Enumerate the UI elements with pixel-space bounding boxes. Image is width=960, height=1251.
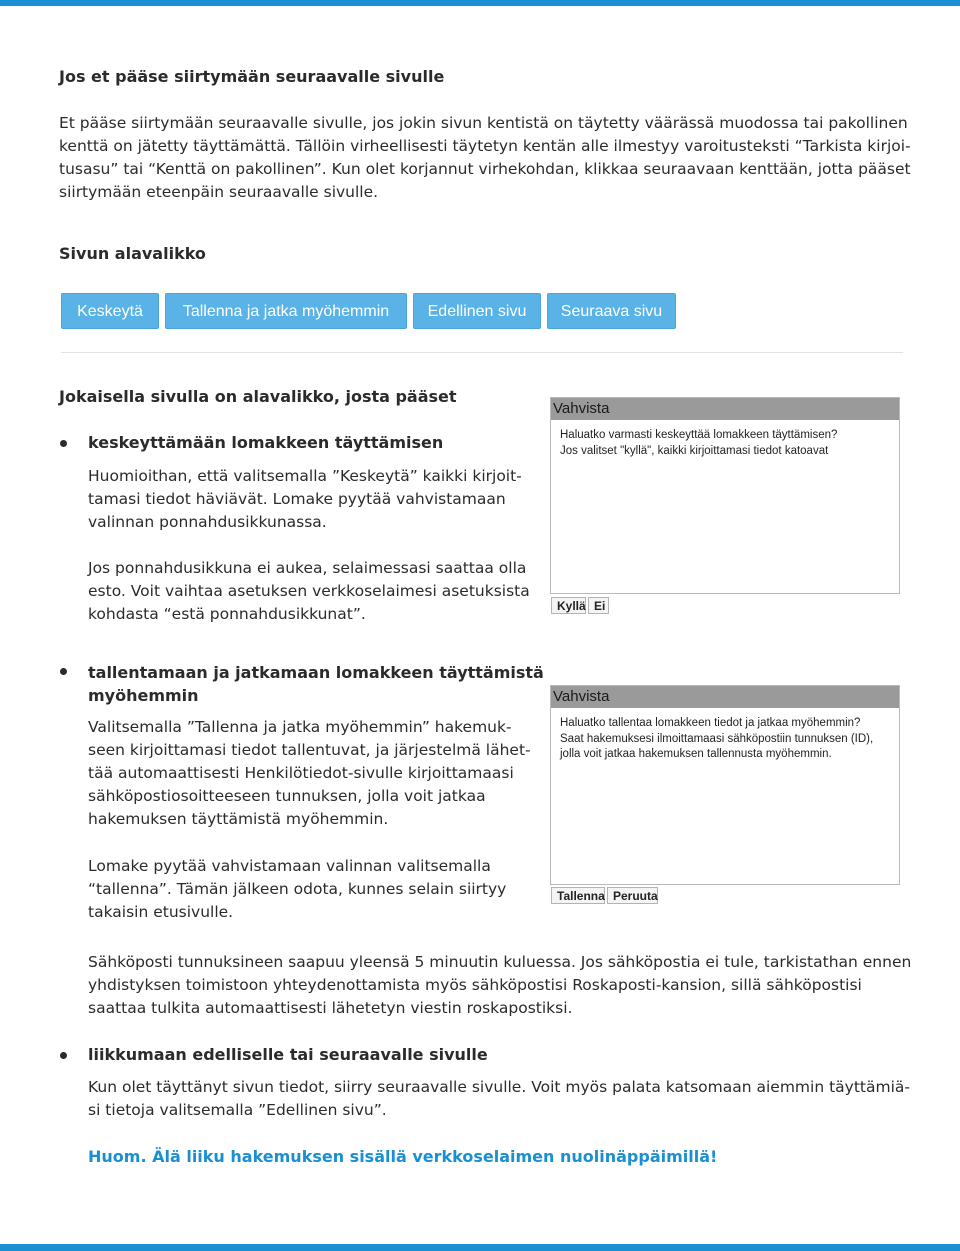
divider: [61, 352, 903, 353]
save-description: Valitsemalla ”Tallenna ja jatka myöhemmin” hakemuk- seen kirjoittamasi tiedot tallentuvat, ja järjestelmä lähet- tää automaattisesti Henkilötiedot-sivulle kirjoittamaasi sähköpostiosoitteeseen tunnuksen, jolla voit jatkaa hakemuksen täyttämistä myöhemmin.: [88, 718, 531, 828]
confirm-save-dialog: [550, 685, 900, 885]
navigation-error-paragraph: Et pääse siirtymään seuraavalle sivulle, jos jokin sivun kentistä on täytetty väärässä muodossa tai pakollinen kenttä on jätetty täyttämättä. Tällöin virheellisesti täytetyn kentän alle ilmestyy varoitusteksti “Tarkista kirjoi- tusasu” tai “Kenttä on pakollinen”. Kun olet korjannut virhekohdan, klikkaa seuraavaan kenttään, jotta pääset siirtymään eteenpäin seuraavalle sivulle.: [59, 114, 911, 201]
top-accent-bar: [0, 0, 960, 6]
dialog-no-button[interactable]: Ei: [588, 597, 609, 614]
navigate-description: Kun olet täyttänyt sivun tiedot, siirry seuraavalle sivulle. Voit myös palata katsomaan aiemmin täyttämiä- si tietoja valitsemalla ”Edellinen sivu”.: [88, 1078, 910, 1119]
email-info-paragraph: Sähköposti tunnuksineen saapuu yleensä 5 minuutin kuluessa. Jos sähköpostia ei tule, tarkistathan ennen yhdistyksen toimistoon yhteydenottamista myös sähköpostisi Roskaposti-kansion, sillä sähköpostisi saattaa tulkita automaattisesti lähetetyn viestin roskapostiksi.: [88, 953, 912, 1017]
confirm-cancel-dialog: [550, 397, 900, 594]
save-and-continue-later-button[interactable]: Tallenna ja jatka myöhemmin: [165, 293, 407, 329]
cancel-description: Huomioithan, että valitsemalla ”Keskeytä” kaikki kirjoit- tamasi tiedot häviävät. Lomake pyytää vahvistamaan valinnan ponnahdusikkunassa.: [88, 467, 522, 531]
bullet-icon: [60, 1052, 67, 1059]
bullet-icon: [60, 440, 67, 447]
section-heading-menu-options: Jokaisella sivulla on alavalikko, josta pääset: [59, 387, 457, 406]
dialog-message: Haluatko varmasti keskeyttää lomakkeen täyttämisen? Jos valitset "kyllä", kaikki kirjoittamasi tiedot katoavat: [560, 429, 838, 457]
item-title-navigate: liikkumaan edelliselle tai seuraavalle sivulle: [88, 1045, 488, 1064]
dialog-yes-button[interactable]: Kyllä: [551, 597, 586, 614]
previous-page-button[interactable]: Edellinen sivu: [413, 293, 541, 329]
bottom-accent-bar: [0, 1244, 960, 1251]
item-title-cancel: keskeyttämään lomakkeen täyttämisen: [88, 433, 444, 452]
section-heading-bottom-menu: Sivun alavalikko: [59, 244, 206, 263]
section-heading-navigation-error: Jos et pääse siirtymään seuraavalle sivulle: [59, 67, 445, 86]
dialog-title: Vahvista: [551, 686, 899, 708]
dialog-message: Haluatko tallentaa lomakkeen tiedot ja jatkaa myöhemmin? Saat hakemuksesi ilmoittamaasi sähköpostiin tunnuksen (ID), jolla voit jatkaa hakemuksen tallennusta myöhemmin.: [560, 717, 874, 760]
warning-note: Huom. Älä liiku hakemuksen sisällä verkkoselaimen nuolinäppäimillä!: [88, 1147, 718, 1166]
save-confirm-description: Lomake pyytää vahvistamaan valinnan valitsemalla “tallenna”. Tämän jälkeen odota, kunnes selain siirtyy takaisin etusivulle.: [88, 857, 507, 921]
item-title-save: tallentamaan ja jatkamaan lomakkeen täyttämistä myöhemmin: [88, 663, 544, 705]
bullet-icon: [60, 668, 67, 675]
dialog-save-button[interactable]: Tallenna: [551, 887, 605, 904]
cancel-button[interactable]: Keskeytä: [61, 293, 159, 329]
dialog-title: Vahvista: [551, 398, 899, 420]
dialog-cancel-button[interactable]: Peruuta: [607, 887, 658, 904]
next-page-button[interactable]: Seuraava sivu: [547, 293, 676, 329]
popup-blocker-description: Jos ponnahdusikkuna ei aukea, selaimessasi saattaa olla esto. Voit vaihtaa asetuksen verkkoselaimesi asetuksista kohdasta “estä ponnahdusikkunat”.: [88, 559, 530, 623]
